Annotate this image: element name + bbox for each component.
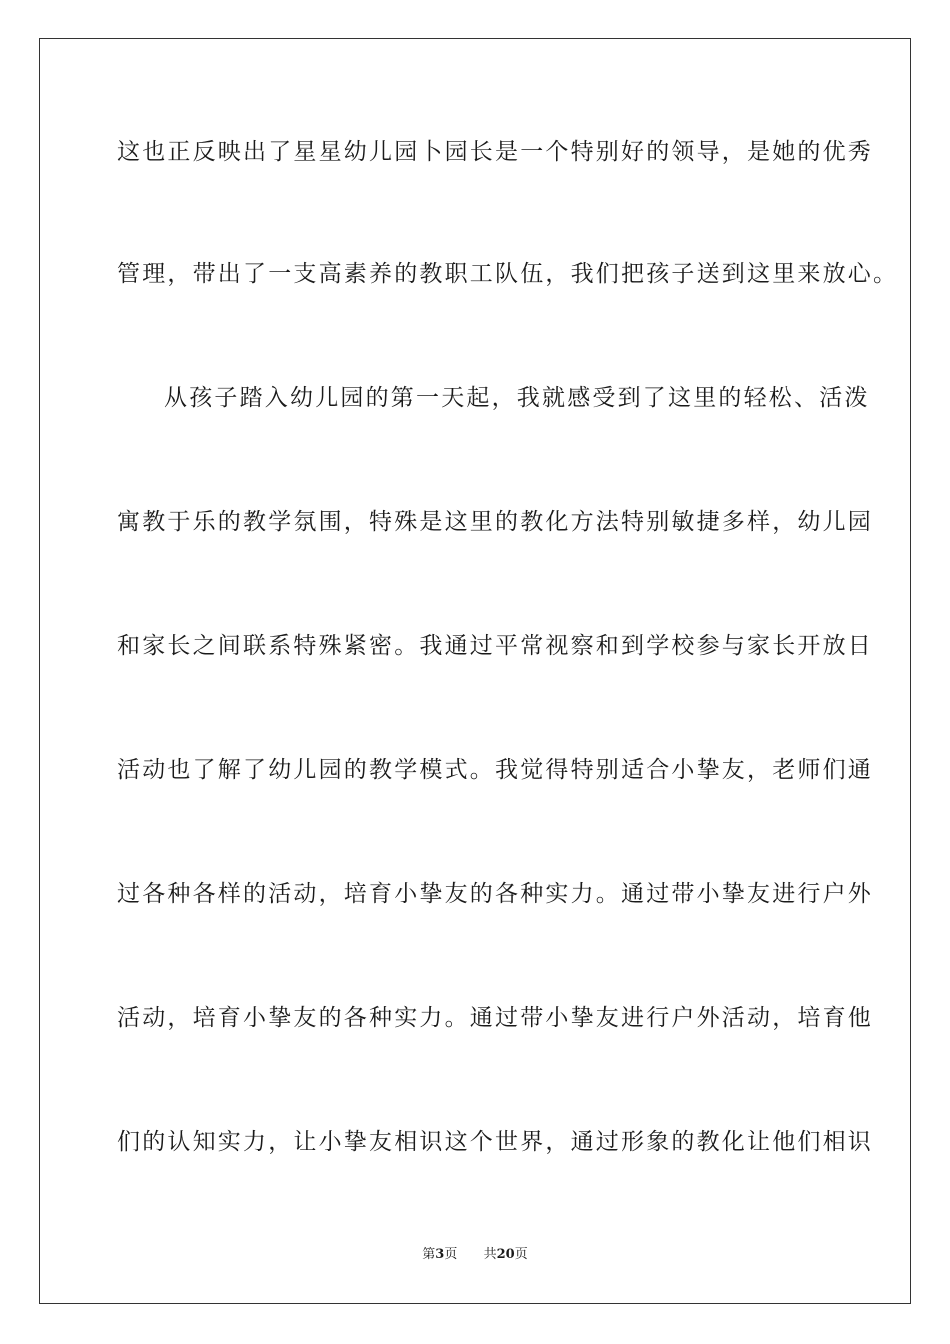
total-suffix: 页 [514, 1247, 528, 1262]
page-indicator [422, 1247, 461, 1262]
body-text-line: 管理，带出了一支高素养的教职工队伍，我们把孩子送到这里来放心。 [117, 261, 899, 287]
paragraph-first-line: 从孩子踏入幼儿园的第一天起，我就感受到了这里的轻松、活泼 [164, 385, 870, 411]
page-number: 3 [435, 1247, 445, 1262]
body-text-line: 寓教于乐的教学氛围，特殊是这里的教化方法特别敏捷多样，幼儿园 [117, 509, 873, 535]
body-text-line: 这也正反映出了星星幼儿园卜园长是一个特别好的领导，是她的优秀 [117, 139, 873, 165]
page-border [39, 38, 911, 1304]
total-pages: 20 [496, 1247, 515, 1262]
body-text-line: 们的认知实力，让小挚友相识这个世界，通过形象的教化让他们相识 [117, 1129, 873, 1155]
body-text-line: 活动也了解了幼儿园的教学模式。我觉得特别适合小挚友，老师们通 [117, 757, 873, 783]
total-pages-indicator [484, 1247, 528, 1262]
body-text-line: 活动，培育小挚友的各种实力。通过带小挚友进行户外活动，培育他 [117, 1005, 873, 1031]
page-suffix: 页 [444, 1247, 458, 1262]
total-prefix: 共 [483, 1247, 497, 1262]
page-prefix: 第 [422, 1247, 436, 1262]
body-text-line: 和家长之间联系特殊紧密。我通过平常视察和到学校参与家长开放日 [117, 633, 873, 659]
page-footer [0, 1247, 950, 1263]
body-text-line: 过各种各样的活动，培育小挚友的各种实力。通过带小挚友进行户外 [117, 881, 873, 907]
